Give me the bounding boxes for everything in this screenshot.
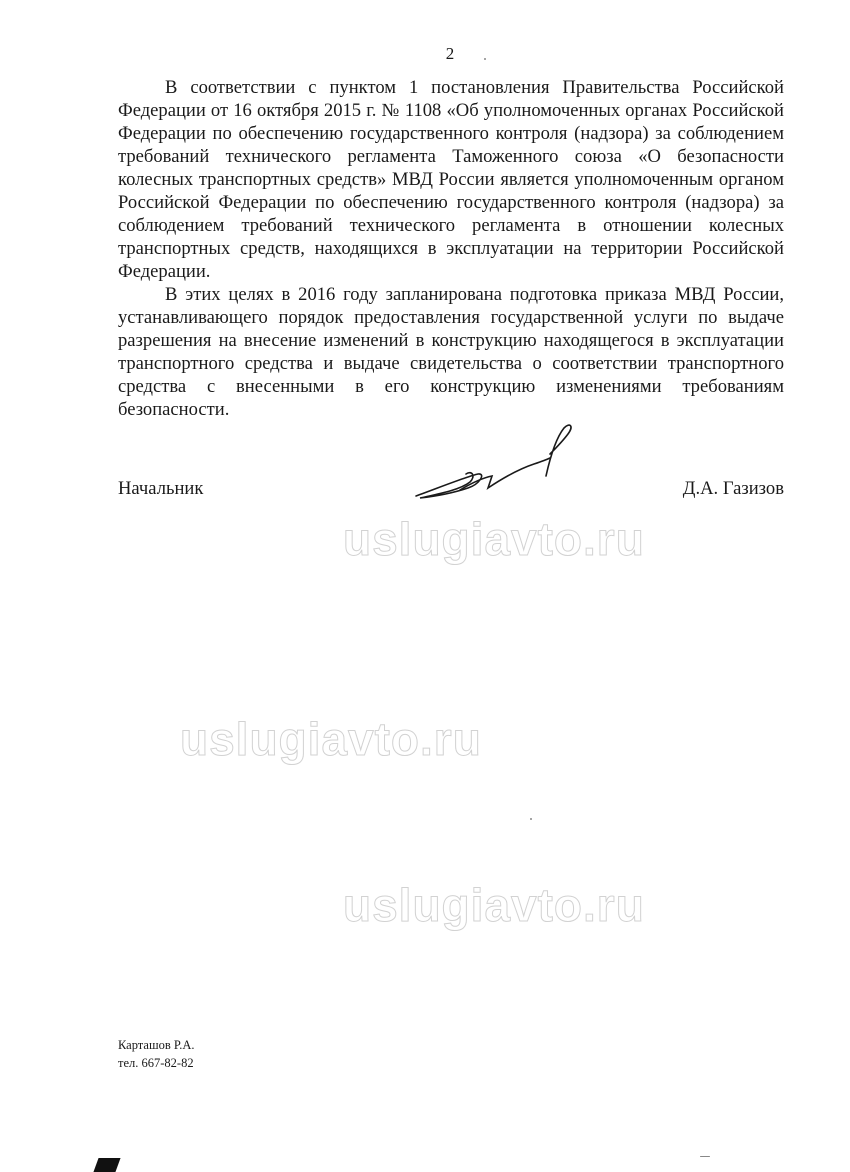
signature-block <box>118 478 784 502</box>
scan-speck <box>700 1156 710 1157</box>
executor-contact <box>118 1036 195 1072</box>
paragraph-1: В соответствии с пунктом 1 постановления Правительства Российской Федерации от 16 октября 2015 г. № 1108 «Об уполномоченных органах Российской Федерации по обеспечению государственного контроля (надзора) за соблюдением требований технического регламента Таможенного союза «О безопасности колесных транспортных средств» МВД России является уполномоченным органом Российской Федерации по обеспечению государственного контроля (надзора) за соблюдением требований технического регламента в отношении колесных транспортных средств, находящихся в эксплуатации на территории Российской Федерации. <box>118 77 784 282</box>
scan-artifact <box>93 1158 120 1172</box>
executor-name: Карташов Р.А. <box>118 1038 195 1052</box>
scan-speck <box>530 818 532 820</box>
watermark: uslugiavto.ru <box>180 713 482 765</box>
watermark: uslugiavto.ru <box>343 513 645 565</box>
watermark: uslugiavto.ru <box>343 879 645 931</box>
page-number: 2 <box>445 44 455 63</box>
paragraph-2: В этих целях в 2016 году запланирована подготовка приказа МВД России, устанавливающего порядок предоставления государственной услуги по выдаче разрешения на внесение изменений в конструкцию находящегося в эксплуатации транспортного средства и выдаче свидетельства о соответствии транспортного средства с внесенными в его конструкцию изменениями требованиям безопасности. <box>118 284 784 420</box>
scan-speck <box>484 58 486 60</box>
signatory-role: Начальник <box>118 478 204 499</box>
letter-body <box>118 76 784 421</box>
signatory-name: Д.А. Газизов <box>682 478 784 499</box>
executor-phone: тел. 667-82-82 <box>118 1056 194 1070</box>
